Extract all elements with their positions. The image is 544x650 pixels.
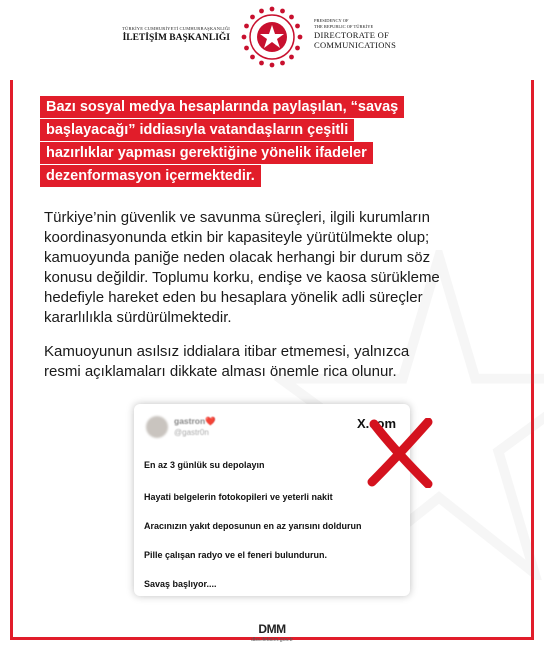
- dmm-logo-text: DMM: [258, 622, 286, 636]
- header-right-big-1: DIRECTORATE OF: [314, 30, 390, 40]
- dmm-url: dbs.iletisim.gov.tr: [250, 637, 294, 643]
- paragraph-2-line-2: resmi açıklamaları dikkate alması önemle rica olunur.: [44, 363, 397, 380]
- headline: [40, 96, 500, 188]
- tweet-item-1: En az 3 günlük su depolayın: [144, 460, 265, 470]
- red-cross-icon: [366, 418, 434, 488]
- tweet-item-3: Aracınızın yakıt deposunun en az yarısını doldurun: [144, 521, 362, 531]
- body-paragraph-1: [44, 208, 500, 328]
- paragraph-2-line-1: Kamuoyunun asılsız iddialara itibar etmemesi, yalnızca: [44, 343, 410, 360]
- header-right-small-2: THE REPUBLIC OF TÜRKİYE: [314, 23, 374, 29]
- tweet-avatar: [146, 416, 168, 438]
- tweet-item-2: Hayati belgelerin fotokopileri ve yeterli nakit: [144, 492, 333, 502]
- paragraph-1-line-5: hedefiyle hareket eden bu hesaplara yönelik adli süreçler: [44, 289, 423, 306]
- tweet-platform-label: X.com: [356, 416, 396, 431]
- paragraph-1-line-2: koordinasyonunda etkin bir kapasiteyle yürütülmekte olup;: [44, 229, 430, 246]
- footer-dmm-logo: [240, 622, 304, 643]
- paragraph-1-line-3: kamuoyunda paniğe neden olacak herhangi bir durum söz: [44, 249, 431, 266]
- header-right-title: [314, 18, 444, 50]
- body-paragraph-2: [44, 342, 500, 382]
- header-right-small-1: PRESIDENCY OF: [314, 18, 349, 23]
- paragraph-1-line-6: kararlılıkla sürdürülmektedir.: [44, 309, 232, 326]
- presidency-emblem-icon: [240, 5, 304, 69]
- paragraph-1-line-1: Türkiye’nin güvenlik ve savunma süreçleri, ilgili kurumların: [44, 209, 430, 226]
- header-right-big-2: COMMUNICATIONS: [314, 40, 397, 50]
- header-left-big: İLETİŞİM BAŞKANLIĞI: [122, 33, 230, 43]
- header-left-title: [30, 26, 230, 43]
- tweet-author-handle: @gastr0n: [174, 428, 209, 437]
- tweet-author-name: gastron❤️: [174, 416, 216, 426]
- headline-line-3: hazırlıklar yapması gerektiğine yönelik ifadeler: [40, 142, 373, 164]
- tweet-item-4: Pille çalışan radyo ve el feneri bulundurun.: [144, 550, 328, 560]
- paragraph-1-line-4: konusu değildir. Toplumu korku, endişe ve kaosa sürükleme: [44, 269, 440, 286]
- headline-line-4: dezenformasyon içermektedir.: [40, 165, 261, 187]
- headline-line-1: Bazı sosyal medya hesaplarında paylaşılan, “savaş: [40, 96, 404, 118]
- headline-line-2: başlayacağı” iddiasıyla vatandaşların çeşitli: [40, 119, 354, 141]
- header-left-small: TÜRKİYE CUMHURİYETİ CUMHURBAŞKANLIĞI: [122, 26, 230, 31]
- tweet-item-5: Savaş başlıyor....: [144, 579, 217, 589]
- header: [0, 0, 544, 80]
